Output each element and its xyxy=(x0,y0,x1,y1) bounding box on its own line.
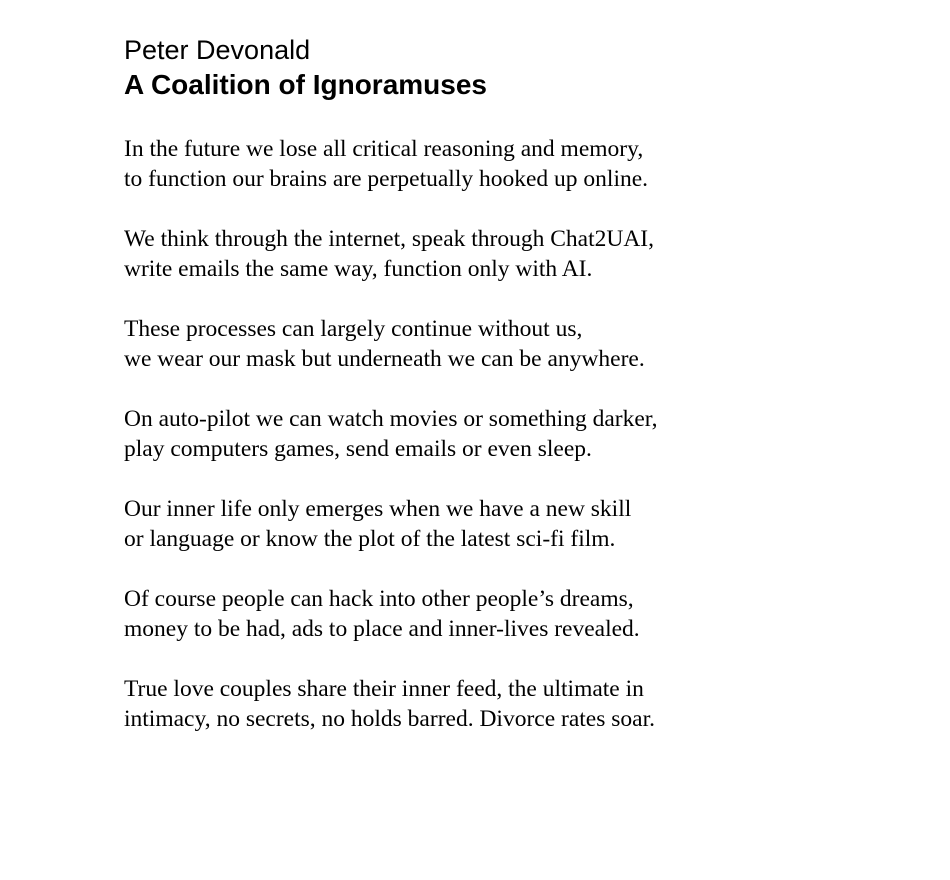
poem-line: We think through the internet, speak through Chat2UAI, xyxy=(124,226,655,252)
poem-line: intimacy, no secrets, no holds barred. Divorce rates soar. xyxy=(124,705,655,732)
stanza-7 xyxy=(124,675,824,734)
poem-line: to function our brains are perpetually hooked up online. xyxy=(124,165,649,192)
stanza-5 xyxy=(124,495,824,554)
stanza-3 xyxy=(124,315,824,374)
poem-line: or language or know the plot of the latest sci-fi film. xyxy=(124,525,616,552)
stanza-6 xyxy=(124,585,824,644)
poem-line: In the future we lose all critical reasoning and memory, xyxy=(124,136,644,162)
poem-line: True love couples share their inner feed, the ultimate in xyxy=(124,676,644,702)
stanza-1 xyxy=(124,135,824,194)
poem-line: Of course people can hack into other people’s dreams, xyxy=(124,586,634,612)
poem-line: These processes can largely continue without us, xyxy=(124,316,583,342)
poem-line: On auto-pilot we can watch movies or something darker, xyxy=(124,406,658,432)
author-name: Peter Devonald xyxy=(124,35,311,65)
poem-body xyxy=(124,135,824,734)
stanza-2 xyxy=(124,225,824,284)
poem-line: money to be had, ads to place and inner-lives revealed. xyxy=(124,615,640,642)
poem-line: Our inner life only emerges when we have a new skill xyxy=(124,496,632,522)
document-page xyxy=(124,33,824,765)
poem-line: play computers games, send emails or even sleep. xyxy=(124,435,592,462)
poem-line: write emails the same way, function only with AI. xyxy=(124,255,593,282)
poem-title: A Coalition of Ignoramuses xyxy=(124,69,487,100)
poem-line: we wear our mask but underneath we can be anywhere. xyxy=(124,345,645,372)
stanza-4 xyxy=(124,405,824,464)
